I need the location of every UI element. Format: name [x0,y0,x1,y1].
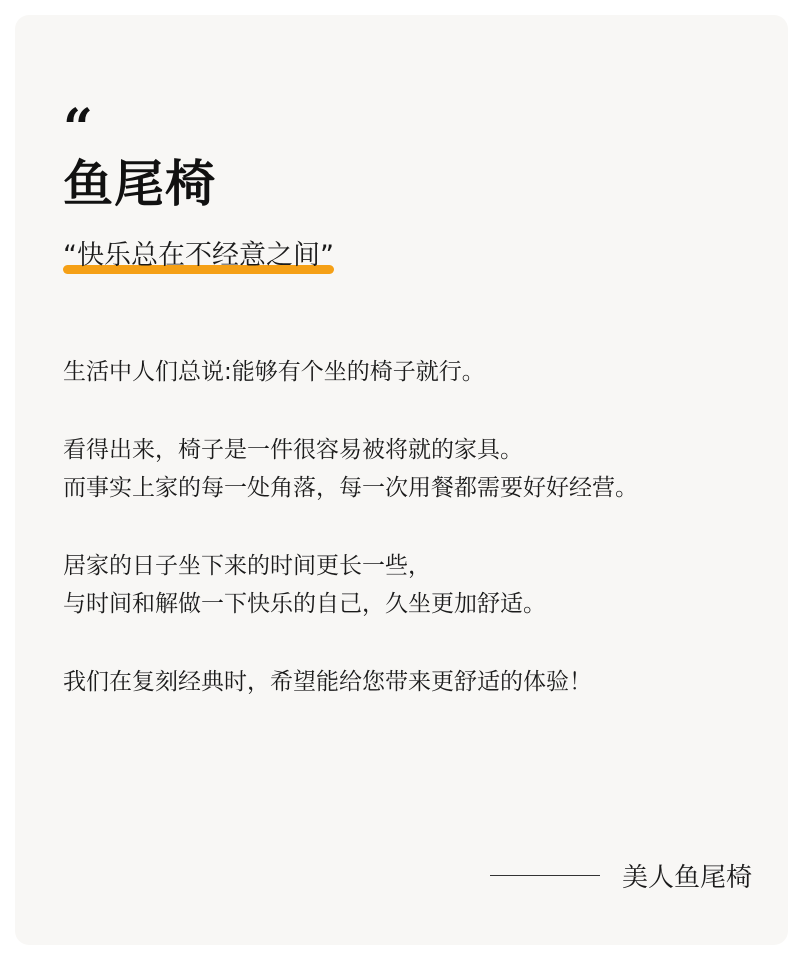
signature-divider [490,875,600,876]
paragraph-line: 而事实上家的每一处角落，每一次用餐都需要好好经营。 [63,475,638,501]
paragraph-line: 居家的日子坐下来的时间更长一些， [63,553,431,579]
paragraph-line: 与时间和解做一下快乐的自己，久坐更加舒适。 [63,591,546,617]
subtitle-block [63,240,334,272]
paragraph-2 [63,431,783,507]
paragraph-line: 生活中人们总说:能够有个坐的椅子就行。 [63,359,485,385]
paragraph-line: 我们在复刻经典时，希望能给您带来更舒适的体验！ [63,669,592,695]
paragraph-3 [63,547,783,623]
signature-text: 美人鱼尾椅 [621,863,752,893]
body-text [63,353,783,741]
paragraph-4 [63,663,783,701]
quote-mark-icon: “ [63,98,93,159]
paragraph-line: 看得出来，椅子是一件很容易被将就的家具。 [63,437,523,463]
content-card [15,15,788,945]
signature [490,857,752,894]
paragraph-1 [63,353,783,391]
page-title: 鱼尾椅 [63,155,216,213]
subtitle: “快乐总在不经意之间” [63,240,334,271]
